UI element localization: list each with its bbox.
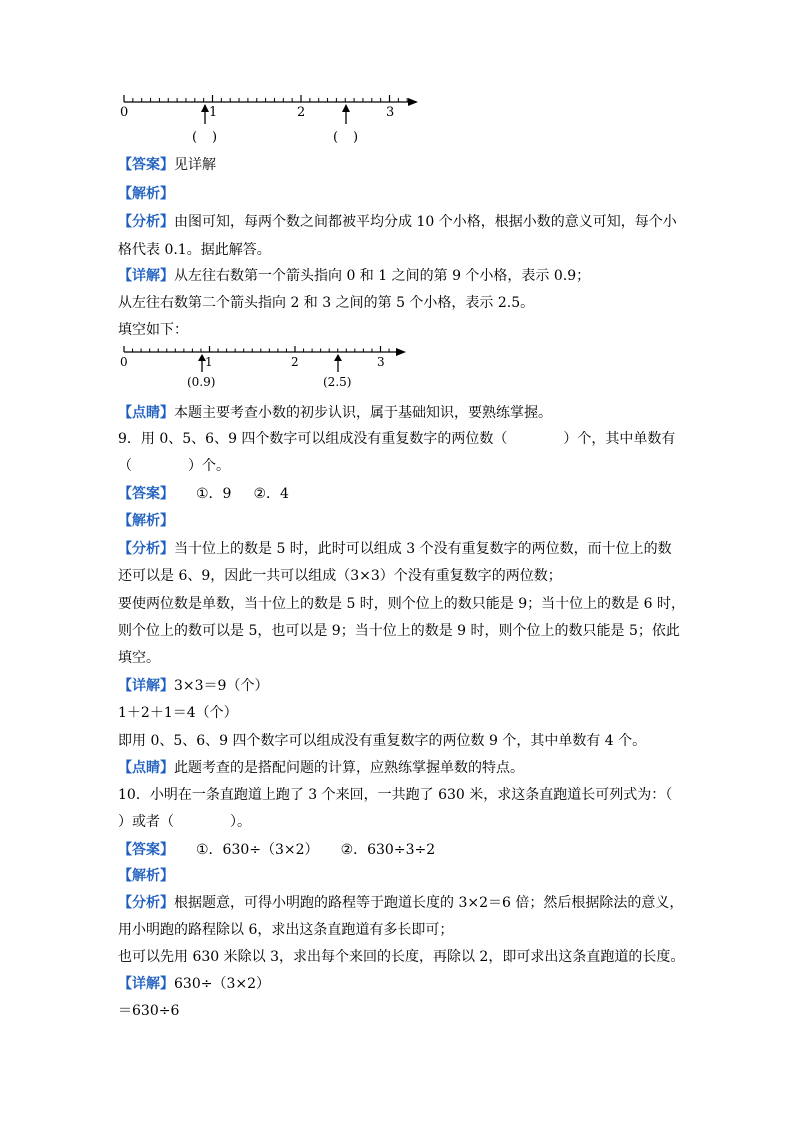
q9-analysis-line [118,511,174,531]
q9-detail-line-1 [118,676,268,696]
q10-fenxi-line-3 [118,947,684,967]
q9-answer-line [118,484,289,504]
q8-dianjing-line [118,403,552,423]
q8-fill-text: 填空如下： [118,322,188,338]
tick-label-2: 2 [297,105,306,120]
q9-answer-2: ②．4 [253,486,289,502]
tick-label-1: 1 [205,355,213,369]
q8-detail-line-1 [118,266,590,286]
q9-question-line-1 [118,429,675,449]
q10-detail-line-1 [118,974,270,994]
tick-label-1: 1 [209,105,218,120]
q9-fenxi-line-5 [118,648,160,668]
q10-fenxi-text-2: 用小明跑的路程除以 6，求出这条直跑道有多长即可； [118,922,454,938]
blank-1-right: ) [212,130,218,145]
q9-dianjing-text: 此题考查的是搭配问题的计算，应熟练掌握单数的特点。 [174,760,524,776]
q10-fenxi-text-1: 根据题意，可得小明跑的路程等于跑道长度的 3×2＝6 倍；然后根据除法的意义， [174,895,684,911]
q10-detail-text-1: 630÷（3×2） [174,976,270,992]
blank-1-left: ( [192,130,198,145]
q9-fenxi-text-3: 要使两位数是单数，当十位上的数是 5 时，则个位上的数只能是 9；当十位上的数是 6 时， [118,596,685,612]
q8-fenxi-line-2 [118,240,271,260]
detail-tag: 【详解】 [118,268,174,284]
q10-question-line-2 [118,812,251,832]
fenxi-tag: 【分析】 [118,214,174,230]
q10-detail-line-2 [118,1001,179,1021]
q10-answer-2: ②．630÷3÷2 [340,842,436,858]
q9-answer-1: ①．9 [196,486,232,502]
number-line-ticks [124,95,407,102]
q8-analysis-line [118,184,174,204]
fenxi-tag: 【分析】 [118,541,174,557]
q8-fenxi-text-1: 由图可知，每两个数之间都被平均分成 10 个小格，根据小数的意义可知，每个小 [174,214,677,230]
blank-2-right: ) [353,130,359,145]
answer-tag: 【答案】 [118,157,174,173]
analysis-tag: 【解析】 [118,868,174,884]
q10-fenxi-text-3: 也可以先用 630 米除以 3，求出每个来回的长度，再除以 2，即可求出这条直跑道的长度。 [118,949,685,965]
q10-detail-text-2: ＝630÷6 [118,1003,180,1019]
blank-2-left: ( [333,130,339,145]
detail-tag: 【详解】 [118,678,174,694]
q9-fenxi-line-2 [118,566,562,586]
detail-tag: 【详解】 [118,976,174,992]
tick-label-0: 0 [120,355,128,369]
q9-fenxi-text-5: 填空。 [118,650,160,666]
number-line-answer [112,342,412,392]
q9-fenxi-line-3 [118,594,685,614]
analysis-tag: 【解析】 [118,186,174,202]
q10-question-line-1 [118,785,672,805]
q9-detail-line-2 [118,703,238,723]
dianjing-tag: 【点睛】 [118,760,174,776]
q8-answer: 见详解 [174,157,216,173]
answer-label-1: (0.9) [187,375,216,389]
arrow-head-icon [396,348,406,356]
q8-answer-line [118,155,216,175]
q9-question-text-1: 9．用 0、5、6、9 四个数字可以组成没有重复数字的两位数（ ）个，其中单数有 [118,431,676,447]
answer-tag: 【答案】 [118,486,174,502]
q8-fenxi-line-1 [118,212,677,232]
answer-label-2: (2.5) [323,375,352,389]
analysis-tag: 【解析】 [118,513,174,529]
q9-fenxi-line-4 [118,621,680,641]
tick-label-0: 0 [120,105,129,120]
q10-question-text-2: ）或者（ ）。 [118,814,251,830]
q10-answer-line [118,840,435,860]
q10-analysis-line [118,866,174,886]
q8-detail-text-1: 从左往右数第一个箭头指向 0 和 1 之间的第 9 个小格，表示 0.9； [174,268,591,284]
q9-fenxi-line-1 [118,539,672,559]
pointer-arrow-1-head-icon [201,104,209,112]
answer-tag: 【答案】 [118,842,174,858]
tick-label-2: 2 [291,355,299,369]
tick-label-3: 3 [377,355,385,369]
number-line-ticks [124,346,389,352]
dianjing-tag: 【点睛】 [118,405,174,421]
q8-fill-line [118,320,188,340]
q8-detail-text-2: 从左往右数第二个箭头指向 2 和 3 之间的第 5 个小格，表示 2.5。 [118,295,535,311]
q8-fenxi-text-2: 格代表 0.1。据此解答。 [118,242,271,258]
q9-detail-text-1: 3×3＝9（个） [174,678,269,694]
tick-label-3: 3 [386,105,395,120]
pointer-arrow-2-head-icon [334,354,342,361]
q9-detail-line-3 [118,731,646,751]
q9-fenxi-text-2: 还可以是 6、9，因此一共可以组成（3×3）个没有重复数字的两位数； [118,568,562,584]
q9-question-line-2 [118,456,230,476]
q9-question-text-2: （ ）个。 [118,458,230,474]
q8-detail-line-2 [118,293,534,313]
number-line-question [112,88,432,150]
arrow-head-icon [408,98,418,106]
q10-answer-1: ①．630÷（3×2） [196,842,319,858]
q9-detail-text-3: 即用 0、5、6、9 四个数字可以组成没有重复数字的两位数 9 个，其中单数有 4 个。 [118,733,647,749]
q10-question-text-1: 10．小明在一条直跑道上跑了 3 个来回，一共跑了 630 米，求这条直跑道长可列式为：（ [118,787,673,803]
q9-fenxi-text-1: 当十位上的数是 5 时，此时可以组成 3 个没有重复数字的两位数，而十位上的数 [174,541,672,557]
q9-dianjing-line [118,758,524,778]
fenxi-tag: 【分析】 [118,895,174,911]
pointer-arrow-2-head-icon [342,104,350,112]
q10-fenxi-line-2 [118,920,453,940]
q9-fenxi-text-4: 则个位上的数可以是 5，也可以是 9；当十位上的数是 9 时，则个位上的数只能是 5；依此 [118,623,680,639]
q8-dianjing-text: 本题主要考查小数的初步认识，属于基础知识，要熟练掌握。 [174,405,552,421]
q10-fenxi-line-1 [118,893,683,913]
q9-detail-text-2: 1＋2＋1＝4（个） [118,705,238,721]
